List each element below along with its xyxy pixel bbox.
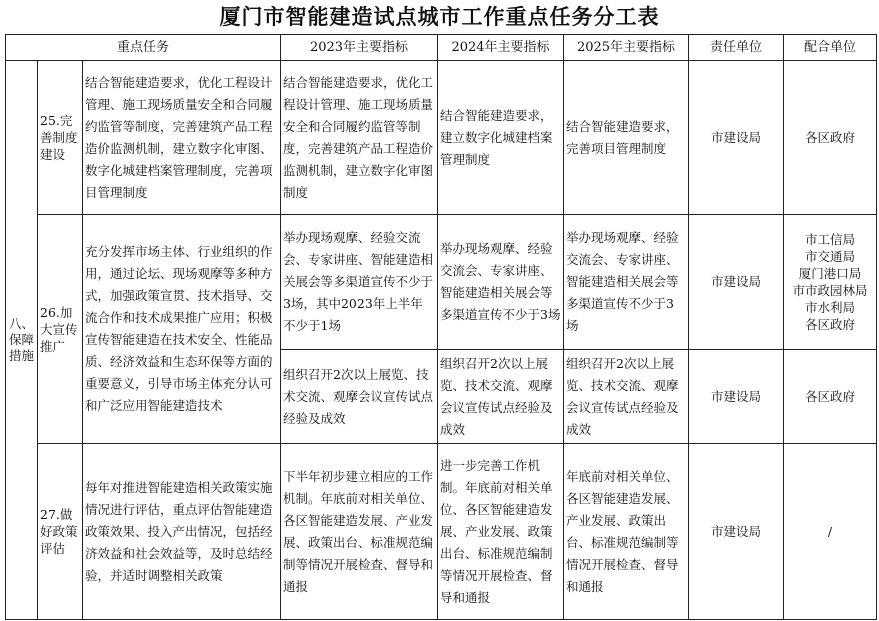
header-task: 重点任务 xyxy=(6,35,281,61)
item-number-cell: 26.加大宣传推广 xyxy=(38,215,83,444)
header-2024: 2024年主要指标 xyxy=(438,35,564,61)
indicator-2024-cell: 结合智能建造要求，建立数字化城建档案管理制度 xyxy=(438,61,564,215)
cooperating-cell: 各区政府 xyxy=(784,61,877,215)
cooperating-cell: / xyxy=(784,444,877,620)
table-row xyxy=(6,215,877,350)
task-cell: 充分发挥市场主体、行业组织的作用，通过论坛、现场观摩等多种方式，加强政策宣贯、技术指导、交流合作和技术成果推广应用；积极宣传智能建造在技术安全、性能品质、经济效益和生态环保等方面的重要意义，引导市场主体充分认可和广泛应用智能建造技术 xyxy=(83,215,281,444)
indicator-2024-cell: 举办现场观摩、经验交流会、专家讲座、智能建造相关展会等多渠道宣传不少于3场 xyxy=(438,215,564,350)
task-cell: 每年对推进智能建造相关政策实施情况进行评估，重点评估智能建造政策效果、投入产出情况，包括经济效益和社会效益等，及时总结经验，并适时调整相关政策 xyxy=(83,444,281,620)
header-responsible: 责任单位 xyxy=(689,35,784,61)
header-2025: 2025年主要指标 xyxy=(564,35,689,61)
responsible-cell: 市建设局 xyxy=(689,444,784,620)
table-row xyxy=(6,444,877,620)
indicator-2023-cell: 举办现场观摩、经验交流会、专家讲座、智能建造相关展会等多渠道宣传不少于3场，其中2023年上半年不少于1场 xyxy=(281,215,438,350)
cooperating-cell: 各区政府 xyxy=(784,350,877,444)
indicator-2025-cell: 结合智能建造要求，完善项目管理制度 xyxy=(564,61,689,215)
indicator-2023-cell: 结合智能建造要求，优化工程设计管理、施工现场质量安全和合同履约监管等制度，完善建筑产品工程造价监测机制，建立数字化审图制度 xyxy=(281,61,438,215)
page-title: 厦门市智能建造试点城市工作重点任务分工表 xyxy=(219,4,660,29)
responsible-cell: 市建设局 xyxy=(689,215,784,350)
indicator-2024-cell: 进一步完善工作机制。年底前对相关单位、各区智能建造发展、产业发展、政策出台、标准规范编制等情况开展检查、督导和通报 xyxy=(438,444,564,620)
indicator-2023-cell: 组织召开2次以上展览、技术交流、观摩会议宣传试点经验及成效 xyxy=(281,350,438,444)
responsible-cell: 市建设局 xyxy=(689,61,784,215)
indicator-2025-cell: 举办现场观摩、经验交流会、专家讲座、智能建造相关展会等多渠道宣传不少于3场 xyxy=(564,215,689,350)
header-row xyxy=(6,35,877,61)
cooperating-cell: 市工信局 市交通局 厦门港口局 市市政园林局 市水利局 各区政府 xyxy=(784,215,877,350)
responsible-cell: 市建设局 xyxy=(689,350,784,444)
indicator-2023-cell: 下半年初步建立相应的工作机制。年底前对相关单位、各区智能建造发展、产业发展、政策出台、标准规范编制等情况开展检查、督导和通报 xyxy=(281,444,438,620)
header-2023: 2023年主要指标 xyxy=(281,35,438,61)
indicator-2024-cell: 组织召开2次以上展览、技术交流、观摩会议宣传试点经验及成效 xyxy=(438,350,564,444)
task-table xyxy=(5,34,877,620)
table-row xyxy=(6,61,877,215)
item-number-cell: 25.完善制度建设 xyxy=(38,61,83,215)
indicator-2025-cell: 组织召开2次以上展览、技术交流、观摩会议宣传试点经验及成效 xyxy=(564,350,689,444)
category-cell: 八、保障措施 xyxy=(6,61,38,620)
header-cooperating: 配合单位 xyxy=(784,35,877,61)
indicator-2025-cell: 年底前对相关单位、各区智能建造发展、产业发展、政策出台、标准规范编制等情况开展检查、督导和通报 xyxy=(564,444,689,620)
task-cell: 结合智能建造要求，优化工程设计管理、施工现场质量安全和合同履约监管等制度，完善建筑产品工程造价监测机制，建立数字化审图、数字化城建档案管理制度，完善项目管理制度 xyxy=(83,61,281,215)
item-number-cell: 27.做好政策评估 xyxy=(38,444,83,620)
